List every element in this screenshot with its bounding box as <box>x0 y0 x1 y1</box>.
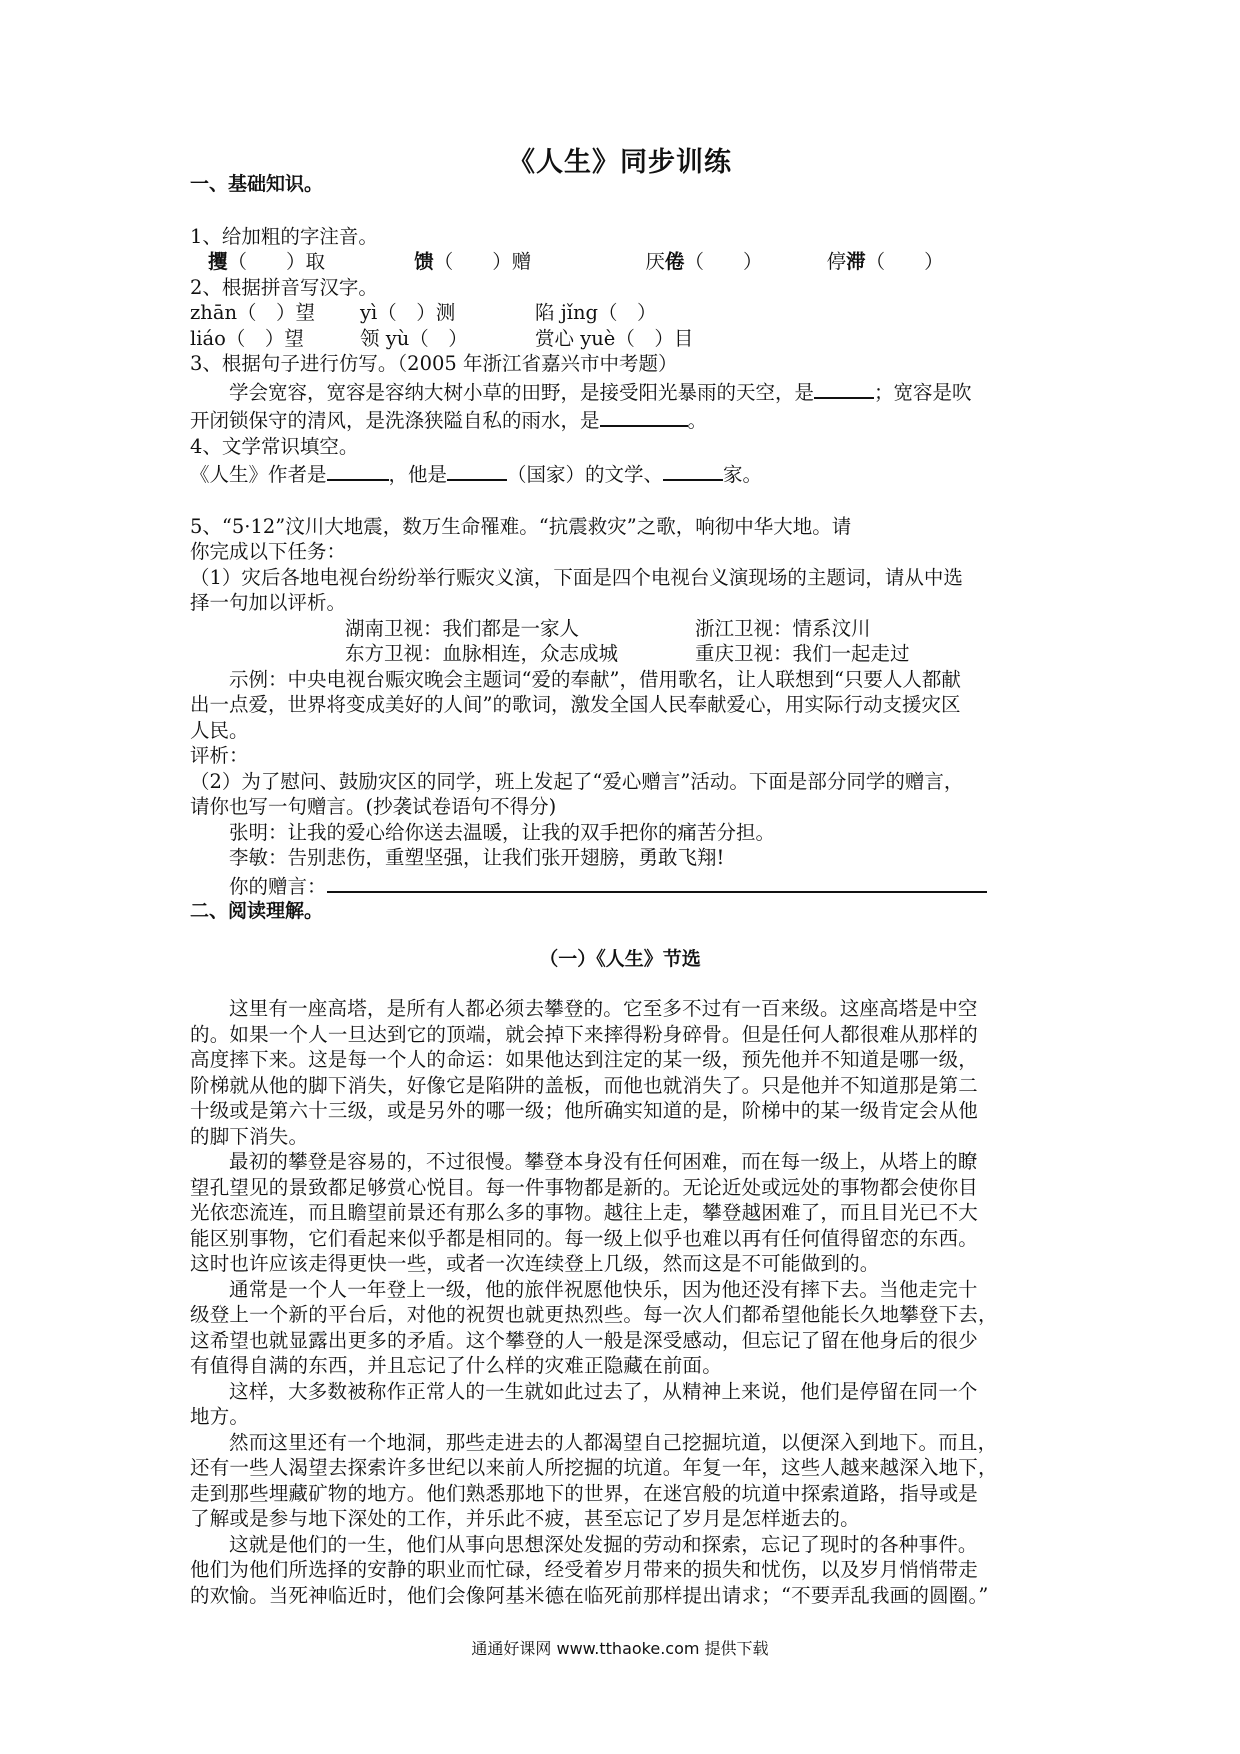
passage-line: 阶梯就从他的脚下消失，好像它是陷阱的盖板，而他也就消失了。只是他并不知道那是第二 <box>190 1073 979 1097</box>
q5-part2-line-1: （2）为了慰问、鼓励灾区的同学，班上发起了“爱心赠言”活动。下面是部分同学的赠言， <box>190 769 964 793</box>
q4-text: 《人生》作者是 <box>190 463 327 486</box>
question-3-label: 3、根据句子进行仿写。（2005 年浙江省嘉兴市中考题） <box>190 352 678 375</box>
worksheet-content <box>190 172 1050 1608</box>
bold-char: 馈 <box>414 250 434 273</box>
passage-line: 光依恋流连，而且瞻望前景还有那么多的事物。越往上走，攀登越困难了，而且目光已不大 <box>190 1201 979 1224</box>
q4-text: （国家）的文学、 <box>507 463 664 486</box>
q3-text: 。 <box>687 409 708 432</box>
passage-line: 的。如果一个人一旦达到它的顶端，就会掉下来摔得粉身碎骨。但是任何人都很难从那样的 <box>190 1022 979 1046</box>
reading-passage <box>190 996 1050 1608</box>
q4-line <box>190 459 1050 488</box>
answer-blank[interactable] <box>447 459 507 481</box>
q3-text: ；宽容是吹 <box>874 380 972 404</box>
passage-line: 级登上一个新的平台后，对他的祝贺也就更热烈些。每一次人们都希望他能长久地攀登下去， <box>190 1303 998 1326</box>
example-line-1: 示例：中央电视台赈灾晚会主题词“爱的奉献”，借用歌名，让人联想到“只要人人都献 <box>229 667 961 691</box>
passage-line: 这时也许应该走得更快一些，或者一次连续登上几级，然而这是不可能做到的。 <box>190 1252 880 1275</box>
passage-line: 走到那些埋藏矿物的地方。他们熟悉那地下的世界，在迷宫般的坑道中探索道路，指导或是 <box>190 1481 979 1505</box>
your-message-line <box>190 871 1050 900</box>
tv-theme: 重庆卫视：我们一起走过 <box>695 642 910 665</box>
q4-text: ，他是 <box>388 463 448 486</box>
passage-line: 这就是他们的一生，他们从事向思想深处发掘的劳动和探索，忘记了现时的各种事件。 <box>229 1532 978 1556</box>
question-5-line-1: 5、“5·12”汶川大地震，数万生命罹难。“抗震救灾”之歌，响彻中华大地。请 <box>190 514 852 538</box>
q3-line-1 <box>190 377 1050 406</box>
q3-text: 开闭锁保守的清风，是洗涤狭隘自私的雨水，是 <box>190 409 600 432</box>
pinyin-row-1 <box>190 300 1050 326</box>
page-title: 《人生》同步训练 <box>508 147 732 178</box>
passage-line: 高度摔下来。这是每一个人的命运：如果他达到注定的某一级，预先他并不知道是哪一级， <box>190 1048 979 1071</box>
q4-text: 家。 <box>723 463 763 486</box>
question-1-items <box>190 249 1050 275</box>
q5-part2-line-2: 请你也写一句赠言。(抄袭试卷语句不得分) <box>190 795 557 818</box>
passage-line: 最初的攀登是容易的，不过很慢。攀登本身没有任何困难，而在每一级上，从塔上的瞭 <box>229 1150 978 1173</box>
pinyin-item: 赏心 yuè（ ）目 <box>535 326 694 350</box>
answer-blank[interactable] <box>327 871 987 893</box>
pinyin-item: liáo（ ）望 <box>190 326 304 350</box>
passage-line: 能区别事物，它们看起来似乎都是相同的。每一级上似乎也难以再有任何值得留恋的东西。 <box>190 1226 979 1250</box>
answer-blank[interactable] <box>600 405 688 427</box>
bold-char: 滞 <box>846 250 866 273</box>
passage-line: 这里有一座高塔，是所有人都必须去攀登的。它至多不过有一百来级。这座高塔是中空 <box>229 997 978 1020</box>
reading-subtitle: （一）《人生》节选 <box>539 947 701 970</box>
q1-item <box>414 249 639 275</box>
answer-blank[interactable] <box>814 377 874 399</box>
comment-label: 评析： <box>190 744 249 767</box>
passage-line: 地方。 <box>190 1405 250 1428</box>
q1-item <box>208 249 408 275</box>
pinyin-item: yì（ ）测 <box>360 301 456 324</box>
passage-line: 他们为他们所选择的安静的职业而忙碌，经受着岁月带来的损失和忧伤，以及岁月悄悄带走 <box>190 1558 979 1581</box>
q1-item-rest: （ ）取 <box>227 250 326 273</box>
section-heading-reading: 二、阅读理解。 <box>190 900 324 922</box>
your-message-label: 你的赠言： <box>229 874 327 898</box>
q1-item <box>645 249 820 275</box>
question-2-label: 2、根据拼音写汉字。 <box>190 275 378 299</box>
pinyin-item: 领 yù（ ） <box>360 326 468 350</box>
tv-theme: 湖南卫视：我们都是一家人 <box>345 616 580 640</box>
question-1-label: 1、给加粗的字注音。 <box>190 224 378 248</box>
example-line-2: 出一点爱，世界将变成美好的人间”的歌词，激发全国人民奉献爱心，用实际行动支援灾区 <box>190 693 961 716</box>
pinyin-item: 陷 jǐng（ ） <box>535 301 657 324</box>
passage-line: 还有一些人渴望去探索许多世纪以来前人所挖掘的坑道。年复一年，这些人越来越深入地下， <box>190 1456 998 1479</box>
passage-line: 这希望也就显露出更多的矛盾。这个攀登的人一般是深受感动，但忘记了留在他身后的很少 <box>190 1328 979 1352</box>
question-4-label: 4、文学常识填空。 <box>190 434 359 458</box>
q1-item-rest: （ ）赠 <box>433 250 532 273</box>
q3-line-2 <box>190 405 1050 434</box>
message-limin: 李敏：告别悲伤，重塑坚强，让我们张开翅膀，勇敢飞翔! <box>229 846 725 869</box>
q1-item <box>827 249 944 275</box>
passage-line: 通常是一个人一年登上一级，他的旅伴祝愿他快乐，因为他还没有摔下去。当他走完十 <box>229 1277 978 1301</box>
passage-line: 望孔望见的景致都足够赏心悦目。每一件事物都是新的。无论近处或远处的事物都会使你目 <box>190 1175 979 1199</box>
pinyin-row-2 <box>190 326 1050 352</box>
passage-line: 的欢愉。当死神临近时，他们会像阿基米德在临死前那样提出请求；“不要弄乱我画的圆圈。” <box>190 1583 989 1607</box>
tv-theme: 东方卫视：血脉相连，众志成城 <box>345 642 619 665</box>
q1-item-rest: （ ） <box>865 250 944 273</box>
q5-part1-line-1: （1）灾后各地电视台纷纷举行赈灾义演，下面是四个电视台义演现场的主题词，请从中选 <box>190 565 963 589</box>
q5-part1-line-2: 择一句加以评析。 <box>190 591 347 614</box>
passage-line: 了解或是参与地下深处的工作，并乐此不疲，甚至忘记了岁月是怎样逝去的。 <box>190 1507 860 1530</box>
passage-line: 然而这里还有一个地洞，那些走进去的人都渴望自己挖掘坑道，以便深入到地下。而且， <box>229 1430 998 1454</box>
question-5-line-2: 你完成以下任务： <box>190 540 347 563</box>
bold-char: 倦 <box>664 250 685 273</box>
pinyin-item: zhān（ ）望 <box>190 301 316 324</box>
message-zhangming: 张明：让我的爱心给你送去温暖，让我的双手把你的痛苦分担。 <box>229 820 776 844</box>
footer-source: 通通好课网 www.tthaoke.com 提供下载 <box>471 1639 769 1658</box>
passage-line: 这样，大多数被称作正常人的一生就如此过去了，从精神上来说，他们是停留在同一个 <box>229 1379 978 1403</box>
tv-theme-row-1 <box>190 616 1050 642</box>
answer-blank[interactable] <box>327 459 389 481</box>
tv-theme: 浙江卫视：情系汶川 <box>695 616 871 640</box>
example-line-3: 人民。 <box>190 718 249 742</box>
bold-char: 攫 <box>208 250 228 273</box>
q3-text: 学会宽容，宽容是容纳大树小草的田野，是接受阳光暴雨的天空，是 <box>229 380 815 404</box>
tv-theme-row-2 <box>190 641 1050 667</box>
q1-item-rest: （ ） <box>684 250 763 273</box>
passage-line: 十级或是第六十三级，或是另外的哪一级；他所确实知道的是，阶梯中的某一级肯定会从他 <box>190 1099 979 1122</box>
answer-blank[interactable] <box>663 459 723 481</box>
passage-line: 有值得自满的东西，并且忘记了什么样的灾难正隐藏在前面。 <box>190 1354 722 1377</box>
q1-item-pre: 停 <box>826 250 847 273</box>
section-heading-basics: 一、基础知识。 <box>190 173 324 195</box>
q1-item-pre: 厌 <box>645 250 665 273</box>
passage-line: 的脚下消失。 <box>190 1124 309 1148</box>
